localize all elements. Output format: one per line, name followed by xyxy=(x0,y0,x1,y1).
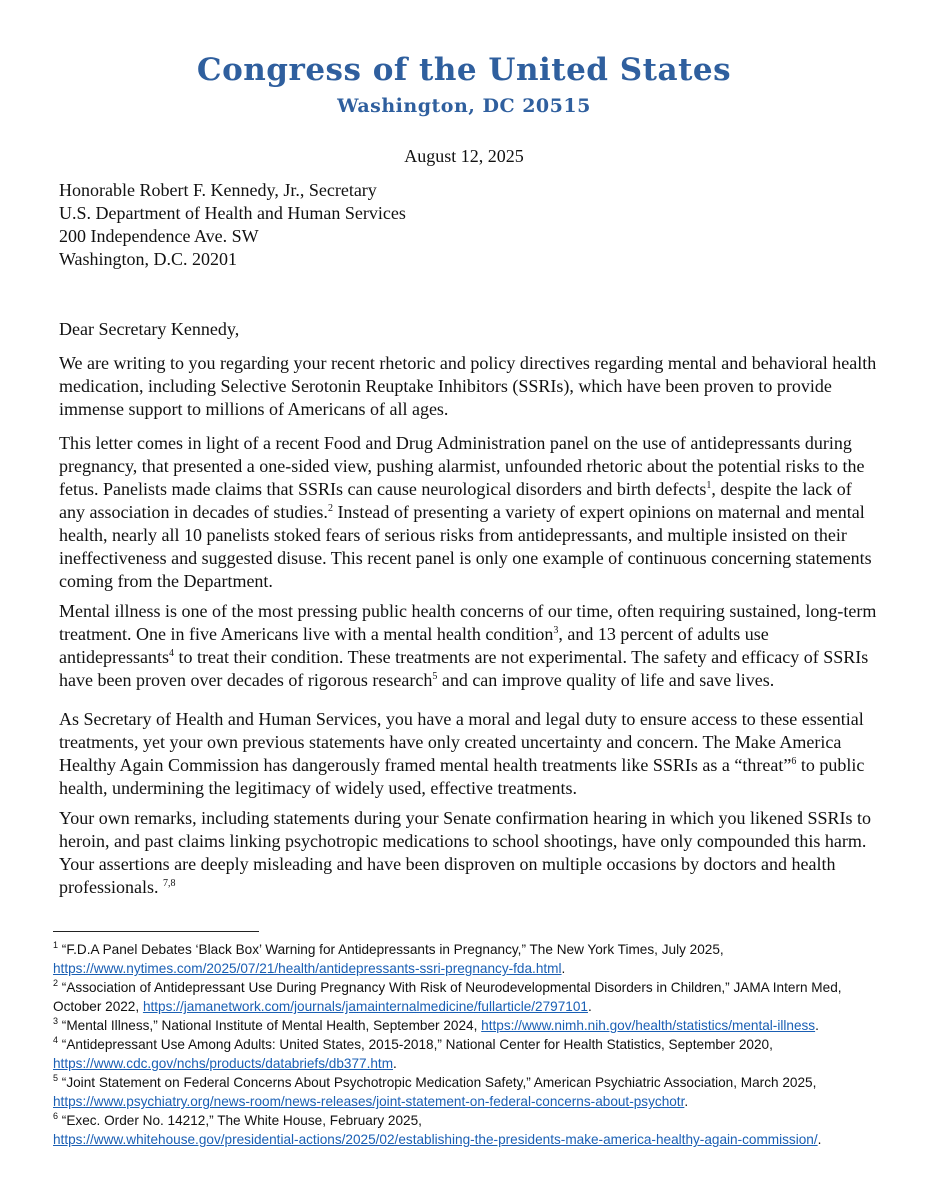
footnote-ref-1[interactable]: 1 xyxy=(706,480,712,491)
body-paragraph-5 xyxy=(59,807,879,899)
recipient-city: Washington, D.C. 20201 xyxy=(59,249,238,269)
salutation: Dear Secretary Kennedy, xyxy=(59,319,240,339)
footnote-link[interactable]: https://www.nimh.nih.gov/health/statistics/mental-illness xyxy=(481,1018,816,1033)
paragraph-text: Instead of presenting a variety of expert opinions on maternal and mental health, nearly all 10 panelists stoked fears of serious risks from antidepressants, and multiple insisted on their ineffectiveness and suggested disuse. This recent panel is only one example of continuous concerning statements coming from the Department. xyxy=(59,502,872,591)
recipient-address xyxy=(59,179,406,271)
footnote-ref-6[interactable]: 6 xyxy=(791,756,797,767)
footnote-link[interactable]: https://www.nytimes.com/2025/07/21/health/antidepressants-ssri-pregnancy-fda.html xyxy=(53,961,562,976)
footnote-ref-2[interactable]: 2 xyxy=(327,503,333,514)
paragraph-text: This letter comes in light of a recent Food and Drug Administration panel on the use of antidepressants during pregnancy, that presented a one-sided view, pushing alarmist, unfounded rhetoric about the potential risks to the fetus. Panelists made claims that SSRIs can cause neurological disorders and birth defects xyxy=(59,433,865,499)
footnote-number: 4 xyxy=(53,1035,59,1045)
paragraph-text: Mental illness is one of the most pressing public health concerns of our time, often requiring sustained, long-term treatment. One in five Americans live with a mental health condition xyxy=(59,601,877,644)
paragraph-text: , and 13 percent of adults use antidepressants xyxy=(59,624,769,667)
footnote-ref-7-8[interactable]: 7,8 xyxy=(162,878,176,889)
footnote-1 xyxy=(53,940,893,959)
footnote-number: 3 xyxy=(53,1016,59,1026)
footnote-2-url-line xyxy=(53,997,893,1016)
letterhead-title: Congress of the United States xyxy=(196,52,732,88)
recipient-department: U.S. Department of Health and Human Services xyxy=(59,203,406,223)
footnote-divider xyxy=(53,931,259,932)
paragraph-text: We are writing to you regarding your recent rhetoric and policy directives regarding mental and behavioral health medication, including Selective Serotonin Reuptake Inhibitors (SSRIs), which have been proven to provide immense support to millions of Americans of all ages. xyxy=(59,353,877,419)
footnote-6-url-line xyxy=(53,1130,893,1149)
paragraph-text: and can improve quality of life and save lives. xyxy=(437,670,775,690)
body-paragraph-1 xyxy=(59,352,879,421)
footnote-link[interactable]: https://jamanetwork.com/journals/jamainternalmedicine/fullarticle/2797101 xyxy=(142,999,588,1014)
footnote-link[interactable]: https://www.whitehouse.gov/presidential-actions/2025/02/establishing-the-presidents-make-america-healthy-again-commission/ xyxy=(53,1132,818,1147)
footnote-link[interactable]: https://www.psychiatry.org/news-room/news-releases/joint-statement-on-federal-concerns-about-psychotr xyxy=(53,1094,685,1109)
footnote-2 xyxy=(53,978,893,997)
paragraph-text: to treat their condition. These treatments are not experimental. The safety and efficacy of SSRIs have been proven over decades of rigorous research xyxy=(59,647,869,690)
paragraph-text: , despite the lack of any association in decades of studies. xyxy=(59,479,852,522)
recipient-name: Honorable Robert F. Kennedy, Jr., Secretary xyxy=(59,180,377,200)
footnote-period: . xyxy=(587,999,592,1014)
footnote-period: . xyxy=(815,1018,819,1033)
letter-date: August 12, 2025 xyxy=(404,146,524,166)
paragraph-text: Your own remarks, including statements during your Senate confirmation hearing in which you likened SSRIs to heroin, and past claims linking psychotropic medications to school shootings, have only compounded this harm. Your assertions are deeply misleading and have been disproven on multiple occasions by doctors and health professionals. xyxy=(59,808,872,897)
footnote-text: “Antidepressant Use Among Adults: United States, 2015-2018,” National Center for Health Statistics, September 2020, xyxy=(61,1037,773,1052)
footnote-1-url-line xyxy=(53,959,893,978)
footnote-link[interactable]: https://www.cdc.gov/nchs/products/databriefs/db377.htm xyxy=(53,1056,394,1071)
footnote-cont: October 2022, xyxy=(53,999,143,1014)
footnote-period: . xyxy=(561,961,566,976)
footnote-period: . xyxy=(817,1132,822,1147)
footnote-3 xyxy=(53,1016,893,1035)
footnote-6 xyxy=(53,1111,893,1130)
body-paragraph-4 xyxy=(59,708,879,800)
footnote-number: 6 xyxy=(53,1111,59,1121)
footnote-ref-5[interactable]: 5 xyxy=(432,671,438,682)
footnote-5-url-line xyxy=(53,1092,893,1111)
footnote-period: . xyxy=(393,1056,397,1071)
footnote-text: “Joint Statement on Federal Concerns About Psychotropic Medication Safety,” American Psychiatric Association, March 2025, xyxy=(61,1075,817,1090)
footnote-ref-4[interactable]: 4 xyxy=(168,648,174,659)
body-paragraph-3 xyxy=(59,600,879,692)
footnote-4-url-line xyxy=(53,1054,893,1073)
footnote-text: “Exec. Order No. 14212,” The White House, February 2025, xyxy=(61,1113,422,1128)
footnote-text: “F.D.A Panel Debates ‘Black Box’ Warning for Antidepressants in Pregnancy,” The New York Times, July 2025, xyxy=(61,942,724,957)
body-paragraph-2 xyxy=(59,432,879,593)
footnote-5 xyxy=(53,1073,893,1092)
footnote-number: 2 xyxy=(53,978,59,988)
footnote-text: “Association of Antidepressant Use During Pregnancy With Risk of Neurodevelopmental Disorders in Children,” JAMA Intern Med, xyxy=(61,980,842,995)
footnote-number: 5 xyxy=(53,1073,59,1083)
footnote-ref-3[interactable]: 3 xyxy=(553,625,559,636)
footnote-period: . xyxy=(684,1094,689,1109)
footnote-number: 1 xyxy=(53,940,59,950)
paragraph-text: to public health, undermining the legitimacy of widely used, effective treatments. xyxy=(59,755,865,798)
letterhead-subtitle: Washington, DC 20515 xyxy=(337,95,591,117)
recipient-street: 200 Independence Ave. SW xyxy=(59,226,259,246)
paragraph-text: As Secretary of Health and Human Services, you have a moral and legal duty to ensure access to these essential treatments, yet your own previous statements have only created uncertainty and concern. The Make America Healthy Again Commission has dangerously framed mental health treatments like SSRIs as a “threat” xyxy=(59,709,864,775)
footnote-text: “Mental Illness,” National Institute of Mental Health, September 2024, xyxy=(61,1018,482,1033)
footnotes xyxy=(53,940,893,1149)
footnote-4 xyxy=(53,1035,893,1054)
